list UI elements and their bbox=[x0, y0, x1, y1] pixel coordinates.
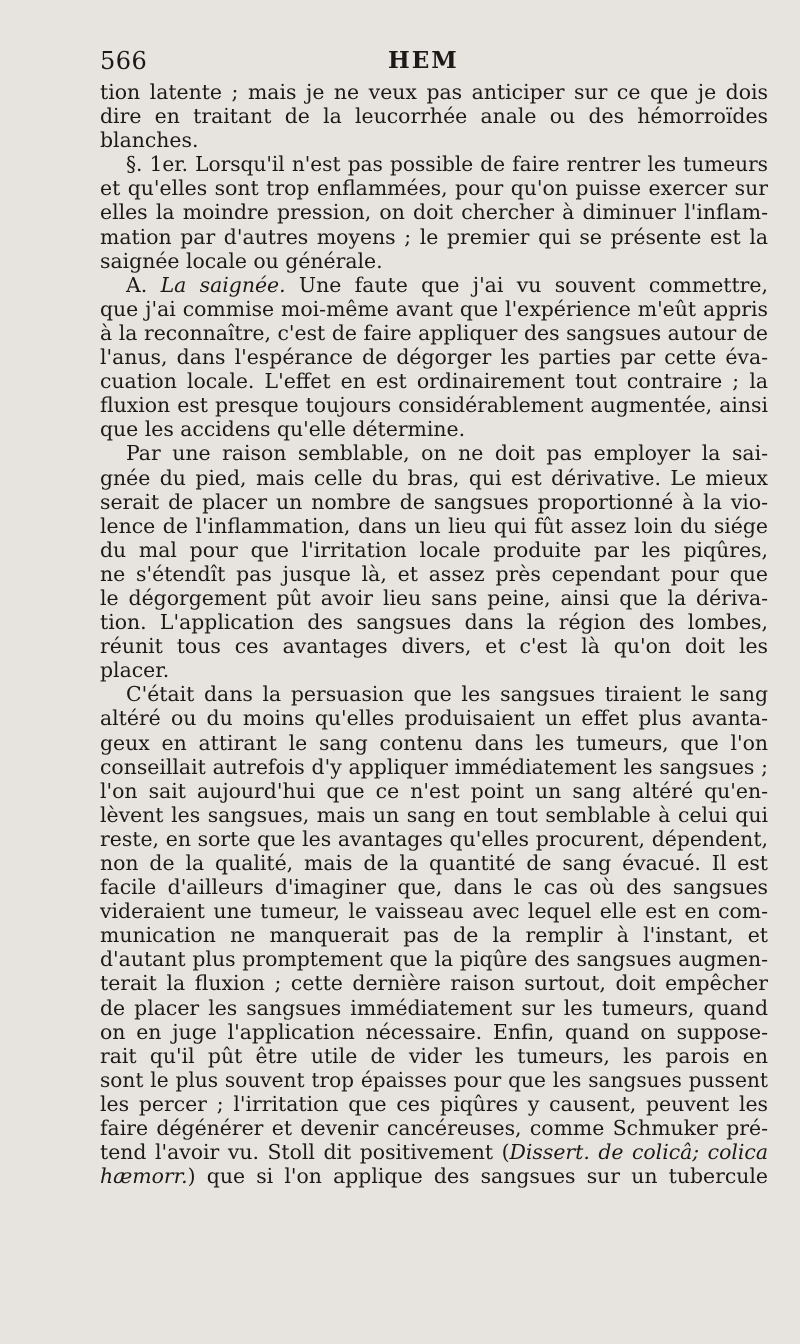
text-line bbox=[100, 490, 768, 514]
text-line bbox=[100, 803, 768, 827]
text-line bbox=[100, 731, 768, 755]
text-line bbox=[100, 345, 768, 369]
text-segment: conseillait autrefois d'y appliquer immédiatement les sangsues ; bbox=[100, 754, 768, 779]
text-segment: munication ne manquerait pas de la remplir à l'instant, et bbox=[100, 923, 768, 948]
text-segment: reste, en sorte que les avantages qu'elles procurent, dépendent, bbox=[100, 826, 768, 851]
text-segment: sont le plus souvent trop épaisses pour que les sangsues pussent bbox=[100, 1067, 768, 1092]
text-line bbox=[100, 273, 768, 297]
text-segment: gnée du pied, mais celle du bras, qui est dérivative. Le mieux bbox=[100, 465, 768, 490]
text-segment: non de la qualité, mais de la quantité de sang évacué. Il est bbox=[100, 851, 768, 875]
text-line bbox=[100, 1164, 768, 1188]
italic-segment: La saignée. bbox=[160, 272, 286, 297]
text-segment: que les accidens qu'elle détermine. bbox=[100, 417, 466, 442]
text-line bbox=[100, 634, 768, 658]
text-segment: facile d'ailleurs d'imaginer que, dans le cas où des sangsues bbox=[100, 875, 768, 900]
text-line bbox=[100, 1092, 768, 1116]
text-segment: le dégorgement pût avoir lieu sans peine, ainsi que la dériva- bbox=[100, 585, 768, 610]
page-header bbox=[100, 47, 768, 79]
text-line bbox=[100, 779, 768, 803]
text-line bbox=[100, 514, 768, 538]
text-segment: tion latente ; mais je ne veux pas anticiper sur ce que je dois bbox=[100, 80, 768, 104]
text-segment: ) que si l'on applique des sangsues sur un tubercule bbox=[187, 1164, 768, 1189]
text-segment: videraient une tumeur, le vaisseau avec lequel elle est en com- bbox=[100, 899, 768, 924]
text-line bbox=[100, 128, 768, 152]
text-segment: A. bbox=[126, 272, 161, 297]
text-segment: tion. L'application des sangsues dans la région des lombes, bbox=[100, 610, 768, 635]
text-line bbox=[100, 706, 768, 730]
text-segment: Par une raison semblable, on ne doit pas employer la sai- bbox=[126, 441, 768, 466]
text-line bbox=[100, 417, 768, 441]
text-line bbox=[100, 152, 768, 176]
text-line bbox=[100, 875, 768, 899]
text-segment: lence de l'inflammation, dans un lieu qui fût assez loin du siége bbox=[100, 513, 768, 538]
text-segment: ne s'étendît pas jusque là, et assez près cependant pour que bbox=[100, 561, 768, 586]
text-segment: rait qu'il pût être utile de vider les tumeurs, les parois en bbox=[100, 1043, 768, 1068]
page-number: 566 bbox=[100, 47, 148, 75]
text-segment: on en juge l'application nécessaire. Enfin, quand on suppose- bbox=[100, 1019, 768, 1044]
text-line bbox=[100, 923, 768, 947]
text-segment: réunit tous ces avantages divers, et c'est là qu'on doit les bbox=[100, 634, 768, 659]
text-segment: faire dégénérer et devenir cancéreuses, comme Schmuker pré- bbox=[100, 1116, 768, 1141]
text-segment: lèvent les sangsues, mais un sang en tout semblable à celui qui bbox=[100, 802, 768, 827]
text-line bbox=[100, 1044, 768, 1068]
text-segment: terait la fluxion ; cette dernière raison surtout, doit empêcher bbox=[100, 971, 768, 996]
text-line bbox=[100, 200, 768, 224]
text-line bbox=[100, 249, 768, 273]
text-line bbox=[100, 393, 768, 417]
text-segment: elles la moindre pression, on doit chercher à diminuer l'inflam- bbox=[100, 200, 768, 225]
text-line bbox=[100, 755, 768, 779]
text-segment: saignée locale ou générale. bbox=[100, 248, 383, 273]
text-line bbox=[100, 658, 768, 682]
text-line bbox=[100, 827, 768, 851]
text-line bbox=[100, 538, 768, 562]
italic-segment: Dissert. de colicâ; colica bbox=[509, 1140, 768, 1165]
text-line bbox=[100, 369, 768, 393]
text-segment: l'on sait aujourd'hui que ce n'est point un sang altéré qu'en- bbox=[100, 778, 768, 803]
text-line bbox=[100, 610, 768, 634]
text-line bbox=[100, 176, 768, 200]
text-line bbox=[100, 899, 768, 923]
text-line bbox=[100, 562, 768, 586]
text-line bbox=[100, 466, 768, 490]
text-line bbox=[100, 441, 768, 465]
text-segment: fluxion est presque toujours considérablement augmentée, ainsi bbox=[100, 393, 768, 418]
text-segment: tend l'avoir vu. Stoll dit positivement ( bbox=[100, 1140, 510, 1165]
text-line bbox=[100, 1140, 768, 1164]
text-segment: mation par d'autres moyens ; le premier qui se présente est la bbox=[100, 224, 768, 249]
text-segment: de placer les sangsues immédiatement sur les tumeurs, quand bbox=[100, 995, 768, 1020]
text-segment: altéré ou du moins qu'elles produisaient un effet plus avanta- bbox=[100, 706, 768, 731]
text-segment: serait de placer un nombre de sangsues proportionné à la vio- bbox=[100, 489, 768, 514]
body-text bbox=[100, 80, 768, 1188]
text-line bbox=[100, 1020, 768, 1044]
text-line bbox=[100, 1068, 768, 1092]
text-line bbox=[100, 80, 768, 104]
text-segment: §. 1er. Lorsqu'il n'est pas possible de faire rentrer les tumeurs bbox=[126, 152, 768, 177]
text-line bbox=[100, 1116, 768, 1140]
text-segment: les percer ; l'irritation que ces piqûres y causent, peuvent les bbox=[100, 1091, 768, 1116]
text-line bbox=[100, 682, 768, 706]
text-segment: cuation locale. L'effet en est ordinairement tout contraire ; la bbox=[100, 369, 768, 394]
running-head: HEM bbox=[388, 47, 459, 74]
text-segment: que j'ai commise moi-même avant que l'expérience m'eût appris bbox=[100, 296, 768, 321]
text-segment: à la reconnaître, c'est de faire appliquer des sangsues autour de bbox=[100, 320, 768, 345]
text-line bbox=[100, 947, 768, 971]
text-segment: geux en attirant le sang contenu dans les tumeurs, que l'on bbox=[100, 730, 768, 755]
text-segment: C'était dans la persuasion que les sangsues tiraient le sang bbox=[126, 682, 768, 707]
text-line bbox=[100, 297, 768, 321]
text-line bbox=[100, 225, 768, 249]
text-segment: et qu'elles sont trop enflammées, pour qu'on puisse exercer sur bbox=[100, 176, 768, 201]
text-segment: d'autant plus promptement que la piqûre des sangsues augmen- bbox=[100, 947, 768, 972]
text-segment: placer. bbox=[100, 658, 170, 683]
text-line bbox=[100, 586, 768, 610]
text-line bbox=[100, 321, 768, 345]
text-line bbox=[100, 996, 768, 1020]
text-line bbox=[100, 851, 768, 875]
text-segment: blanches. bbox=[100, 128, 199, 153]
text-segment: l'anus, dans l'espérance de dégorger les parties par cette éva- bbox=[100, 345, 768, 370]
italic-segment: hæmorr. bbox=[100, 1164, 188, 1189]
text-segment: Une faute que j'ai vu souvent commettre, bbox=[285, 272, 768, 297]
text-segment: du mal pour que l'irritation locale produite par les piqûres, bbox=[100, 537, 768, 562]
text-line bbox=[100, 104, 768, 128]
text-line bbox=[100, 971, 768, 995]
text-segment: dire en traitant de la leucorrhée anale ou des hémorroïdes bbox=[100, 104, 768, 129]
